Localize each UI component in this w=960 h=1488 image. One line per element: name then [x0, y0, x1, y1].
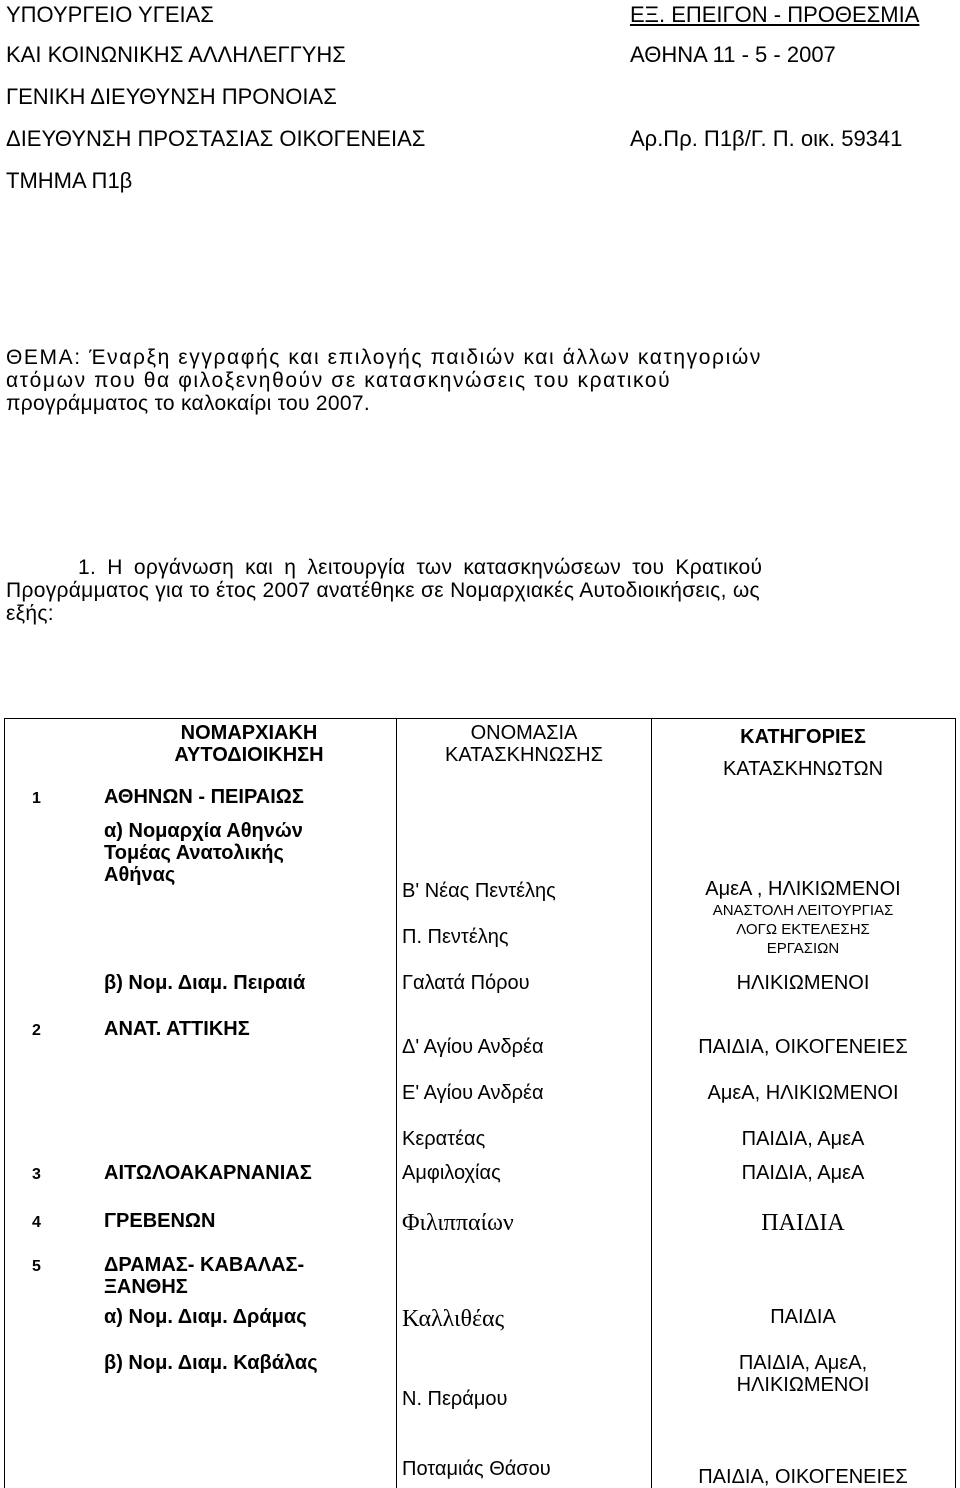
- camp-name: Ν. Περάμου: [402, 1388, 508, 1410]
- row-number: 5: [32, 1258, 41, 1275]
- camp-name: Ε' Αγίου Ανδρέα: [402, 1082, 544, 1104]
- sub-prefecture-name: Τομέας Ανατολικής: [104, 842, 284, 864]
- camp-category: ΠΑΙΔΙΑ: [761, 1210, 845, 1236]
- sub-prefecture-name: β) Νομ. Διαμ. Πειραιά: [104, 972, 306, 994]
- camp-category-note: ΑΝΑΣΤΟΛΗ ΛΕΙΤΟΥΡΓΙΑΣ: [712, 902, 894, 919]
- prefecture-name: ΓΡΕΒΕΝΩΝ: [104, 1210, 216, 1232]
- header-col3-line1: ΚΑΤΗΓΟΡΙΕΣ: [740, 726, 866, 748]
- subject-line: προγράμματος το καλοκαίρι του 2007.: [6, 392, 370, 415]
- general-directorate: ΓΕΝΙΚΗ ΔΙΕΥΘΥΝΣΗ ΠΡΟΝΟΙΑΣ: [6, 84, 337, 109]
- camp-category: ΠΑΙΔΙΑ, ΑμεΑ: [741, 1128, 865, 1150]
- subject-line: ατόμων που θα φιλοξενηθούν σε κατασκηνώσεις του κρατικού: [6, 369, 672, 392]
- header-col1-line1: ΝΟΜΑΡΧΙΑΚΗ: [180, 722, 318, 744]
- prefecture-name: ΑΝΑΤ. ΑΤΤΙΚΗΣ: [104, 1018, 250, 1040]
- urgent-notice: ΕΞ. ΕΠΕΙΓΟΝ - ΠΡΟΘΕΣΜΙΑ: [630, 2, 920, 27]
- camp-name: Π. Πεντέλης: [402, 926, 509, 948]
- camp-category: ΗΛΙΚΙΩΜΕΝΟΙ: [736, 1374, 870, 1396]
- camp-category: ΗΛΙΚΙΩΜΕΝΟΙ: [736, 972, 870, 994]
- sub-prefecture-name: Αθήνας: [104, 864, 176, 886]
- header-col3-line2: ΚΑΤΑΣΚΗΝΩΤΩΝ: [722, 758, 884, 780]
- table-border-right: [955, 718, 956, 1488]
- paragraph-line: 1. Η οργάνωση και η λειτουργία των κατασκηνώσεων του Κρατικού: [78, 556, 763, 579]
- column-separator: [651, 718, 652, 1488]
- camp-category: ΠΑΙΔΙΑ, ΑμεΑ: [741, 1162, 865, 1184]
- row-number: 2: [32, 1022, 41, 1039]
- prefecture-name: ΑΘΗΝΩΝ - ΠΕΙΡΑΙΩΣ: [104, 786, 304, 808]
- header-col2-line1: ΟΝΟΜΑΣΙΑ: [470, 722, 578, 744]
- table-border-top: [4, 718, 956, 719]
- camp-category: ΠΑΙΔΙΑ, ΑμεΑ,: [738, 1352, 868, 1374]
- camp-name: Φιλιππαίων: [402, 1210, 514, 1236]
- sub-prefecture-name: β) Νομ. Διαμ. Καβάλας: [104, 1352, 318, 1374]
- sub-prefecture-name: α) Νομαρχία Αθηνών: [104, 820, 303, 842]
- camp-name: Δ' Αγίου Ανδρέα: [402, 1036, 544, 1058]
- camp-category-note: ΕΡΓΑΣΙΩΝ: [766, 940, 840, 957]
- camp-name: Κερατέας: [402, 1128, 486, 1150]
- camp-category: ΠΑΙΔΙΑ, ΟΙΚΟΓΕΝΕΙΕΣ: [698, 1036, 908, 1058]
- camp-name: Ποταμιάς Θάσου: [402, 1458, 551, 1480]
- subject-line: ΘΕΜΑ: Έναρξη εγγραφής και επιλογής παιδιών και άλλων κατηγοριών: [6, 346, 762, 369]
- header-col1-line2: ΑΥΤΟΔΙΟΙΚΗΣΗ: [174, 744, 324, 766]
- prefecture-name: ΑΙΤΩΛΟΑΚΑΡΝΑΝΙΑΣ: [104, 1162, 312, 1184]
- camp-category: ΠΑΙΔΙΑ: [770, 1306, 836, 1328]
- row-number: 1: [32, 790, 41, 807]
- directorate: ΔΙΕΥΘΥΝΣΗ ΠΡΟΣΤΑΣΙΑΣ ΟΙΚΟΓΕΝΕΙΑΣ: [6, 126, 426, 151]
- sub-prefecture-name: α) Νομ. Διαμ. Δράμας: [104, 1306, 307, 1328]
- ministry-name-line2: ΚΑΙ ΚΟΙΝΩΝΙΚΗΣ ΑΛΛΗΛΕΓΓΥΗΣ: [6, 42, 346, 67]
- camp-category: ΠΑΙΔΙΑ, ΟΙΚΟΓΕΝΕΙΕΣ: [698, 1466, 908, 1488]
- camps-table: [4, 718, 956, 1488]
- column-separator: [396, 718, 397, 1488]
- department: ΤΜΗΜΑ Π1β: [6, 168, 133, 193]
- paragraph-line: εξής:: [6, 602, 54, 625]
- protocol-number: Αρ.Πρ. Π1β/Γ. Π. οικ. 59341: [630, 126, 903, 151]
- camp-name: Β' Νέας Πεντέλης: [402, 880, 556, 902]
- camp-category: ΑμεΑ, ΗΛΙΚΙΩΜΕΝΟΙ: [707, 1082, 899, 1104]
- camp-category-note: ΛΟΓΩ ΕΚΤΕΛΕΣΗΣ: [736, 921, 870, 938]
- row-number: 4: [32, 1214, 41, 1231]
- subject-block: [6, 346, 942, 415]
- header-col2-line2: ΚΑΤΑΣΚΗΝΩΣΗΣ: [445, 744, 603, 766]
- camp-name: Καλλιθέας: [402, 1306, 505, 1332]
- row-number: 3: [32, 1166, 41, 1183]
- camp-category: ΑμεΑ , ΗΛΙΚΙΩΜΕΝΟΙ: [705, 878, 901, 900]
- prefecture-name: ΞΑΝΘΗΣ: [104, 1276, 188, 1298]
- ministry-name: ΥΠΟΥΡΓΕΙΟ ΥΓΕΙΑΣ: [6, 2, 214, 27]
- table-border-left: [4, 718, 5, 1488]
- intro-paragraph: [6, 556, 942, 625]
- camp-name: Γαλατά Πόρου: [402, 972, 530, 994]
- date-line: ΑΘΗΝΑ 11 - 5 - 2007: [630, 42, 836, 67]
- paragraph-line: Προγράμματος για το έτος 2007 ανατέθηκε σε Νομαρχιακές Αυτοδιοικήσεις, ως: [6, 579, 760, 602]
- camp-name: Αμφιλοχίας: [402, 1162, 501, 1184]
- prefecture-name: ΔΡΑΜΑΣ- ΚΑΒΑΛΑΣ-: [104, 1254, 305, 1276]
